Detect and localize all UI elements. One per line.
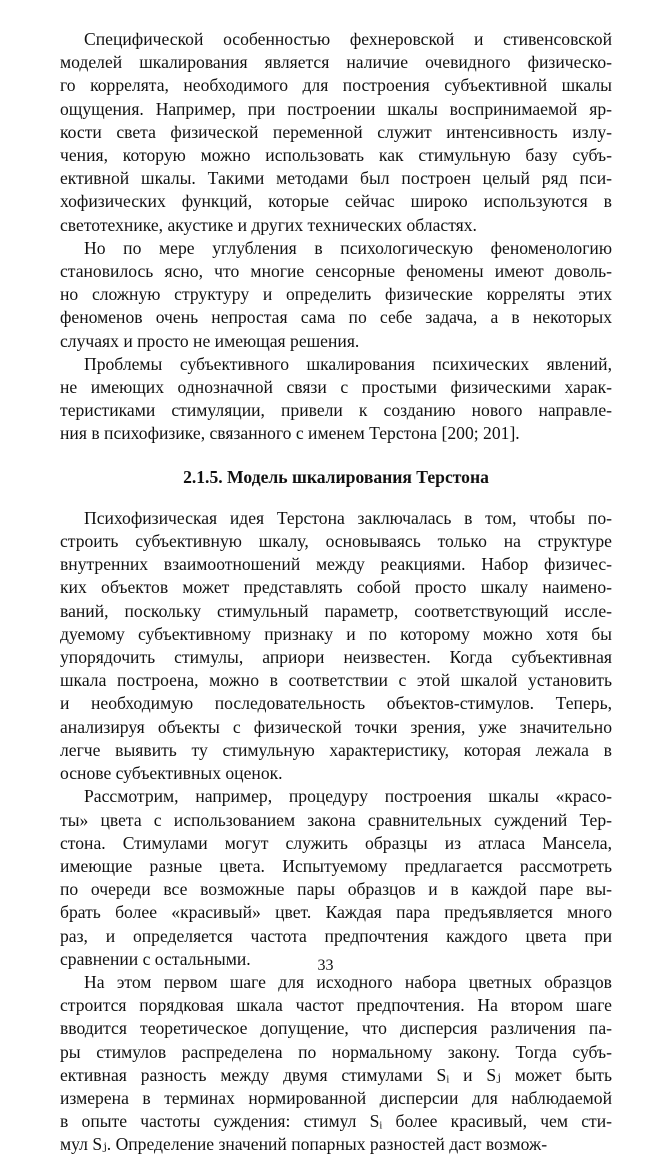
text-line: ощущения. Например, при построении шкалы воспринимаемой яр- [60,98,612,119]
text-line: анализируя объекты с физической точки зрения, уже значительно [60,716,612,737]
text-line: и необходимую последовательность объектов-стимулов. Теперь, [60,693,612,714]
text-line: упорядочить стимулы, априори неизвестен. Когда субъективная [60,647,612,668]
text-line: кости света физической переменной служит интенсивность излу- [60,121,612,142]
text-line: но сложную структуру и определить физические корреляты этих [60,284,612,305]
text-line: Проблемы субъективного шкалирования психических явлений, [84,353,612,374]
text-line: мул Sⱼ. Определение значений попарных разностей даст возмож- [60,1134,548,1155]
text-line: светотехнике, акустике и других технических областях. [60,214,477,235]
text-line: измерена в терминах нормированной дисперсии для наблюдаемой [60,1087,612,1108]
text-line: ких объектов может представлять собой просто шкалу наимено- [60,577,612,598]
text-line: сравнении с остальными. [60,948,251,969]
text-line: чения, которую можно использовать как стимульную базу субъ- [60,145,612,166]
text-line: хофизических функций, которые сейчас широко используются в [60,191,612,212]
text-line: На этом первом шаге для исходного набора цветных образцов [84,971,612,992]
text-line: не имеющих однозначной связи с простыми физическими харак- [60,377,612,398]
text-line: го коррелята, необходимого для построения субъективной шкалы [60,75,612,96]
text-line: основе субъективных оценок. [60,763,283,784]
text-line: ты» цвета с использованием закона сравнительных суждений Тер- [60,809,612,830]
text-line: в опыте частоты суждения: стимул Sᵢ более красивый, чем сти- [60,1111,612,1132]
text-line: стона. Стимулами могут служить образцы из атласа Мансела, [60,832,612,853]
paragraph [60,785,612,971]
text-line: раз, и определяется частота предпочтения каждого цвета при [60,925,612,946]
text-line: Психофизическая идея Терстона заключалась в том, чтобы по- [84,507,612,528]
text-line: имеющие разные цвета. Испытуемому предлагается рассмотреть [60,855,612,876]
page-body [60,28,612,1157]
text-line: случаях и просто не имеющая решения. [60,330,360,351]
text-line: легче выявить ту стимульную характеристику, которая лежала в [60,739,612,760]
text-line: Специфической особенностью фехнеровской и стивенсовской [84,29,612,49]
text-line: ры стимулов распределена по нормальному закону. Тогда субъ- [60,1041,612,1062]
text-line: становилось ясно, что многие сенсорные феномены имеют доволь- [60,261,612,282]
text-line: Но по мере углубления в психологическую феноменологию [84,237,612,258]
section-heading: 2.1.5. Модель шкалирования Терстона [183,466,489,487]
paragraph [60,971,612,1157]
text-line: дуемому субъективному признаку и по которому можно хотя бы [60,623,612,644]
text-line: ваний, поскольку стимульный параметр, соответствующий иссле- [60,600,612,621]
text-line: феноменов очень непростая сама по себе задача, а в некоторых [60,307,612,328]
text-line: ния в психофизике, связанного с именем Терстона [200; 201]. [60,423,520,444]
text-line: ективная разность между двумя стимулами Sᵢ и Sⱼ может быть [60,1064,612,1085]
text-block-1 [60,28,612,446]
text-line: шкала построена, можно в соответствии с этой шкалой установить [60,670,612,691]
text-block-2 [60,507,612,1157]
paragraph [60,507,612,785]
text-line: брать более «красивый» цвет. Каждая пара предъявляется много [60,902,612,923]
text-line: строится порядковая шкала частот предпочтения. На втором шаге [60,995,612,1016]
text-line: ективной шкалы. Такими методами был построен целый ряд пси- [60,168,612,189]
paragraph [60,353,612,446]
text-line: строить субъективную шкалу, основываясь только на структуре [60,531,612,552]
text-line: моделей шкалирования является наличие очевидного физическо- [60,52,612,73]
text-line: по очереди все возможные пары образцов и в каждой паре вы- [60,879,612,900]
paragraph [60,28,612,237]
text-line: вводится теоретическое допущение, что дисперсия различения па- [60,1018,612,1039]
text-line: теристиками стимуляции, привели к созданию нового направле- [60,400,612,421]
paragraph [60,237,612,353]
text-line: Рассмотрим, например, процедуру построения шкалы «красо- [84,786,612,807]
page-number: 33 [317,957,334,974]
text-line: внутренних взаимоотношений между реакциями. Набор физичес- [60,554,612,575]
